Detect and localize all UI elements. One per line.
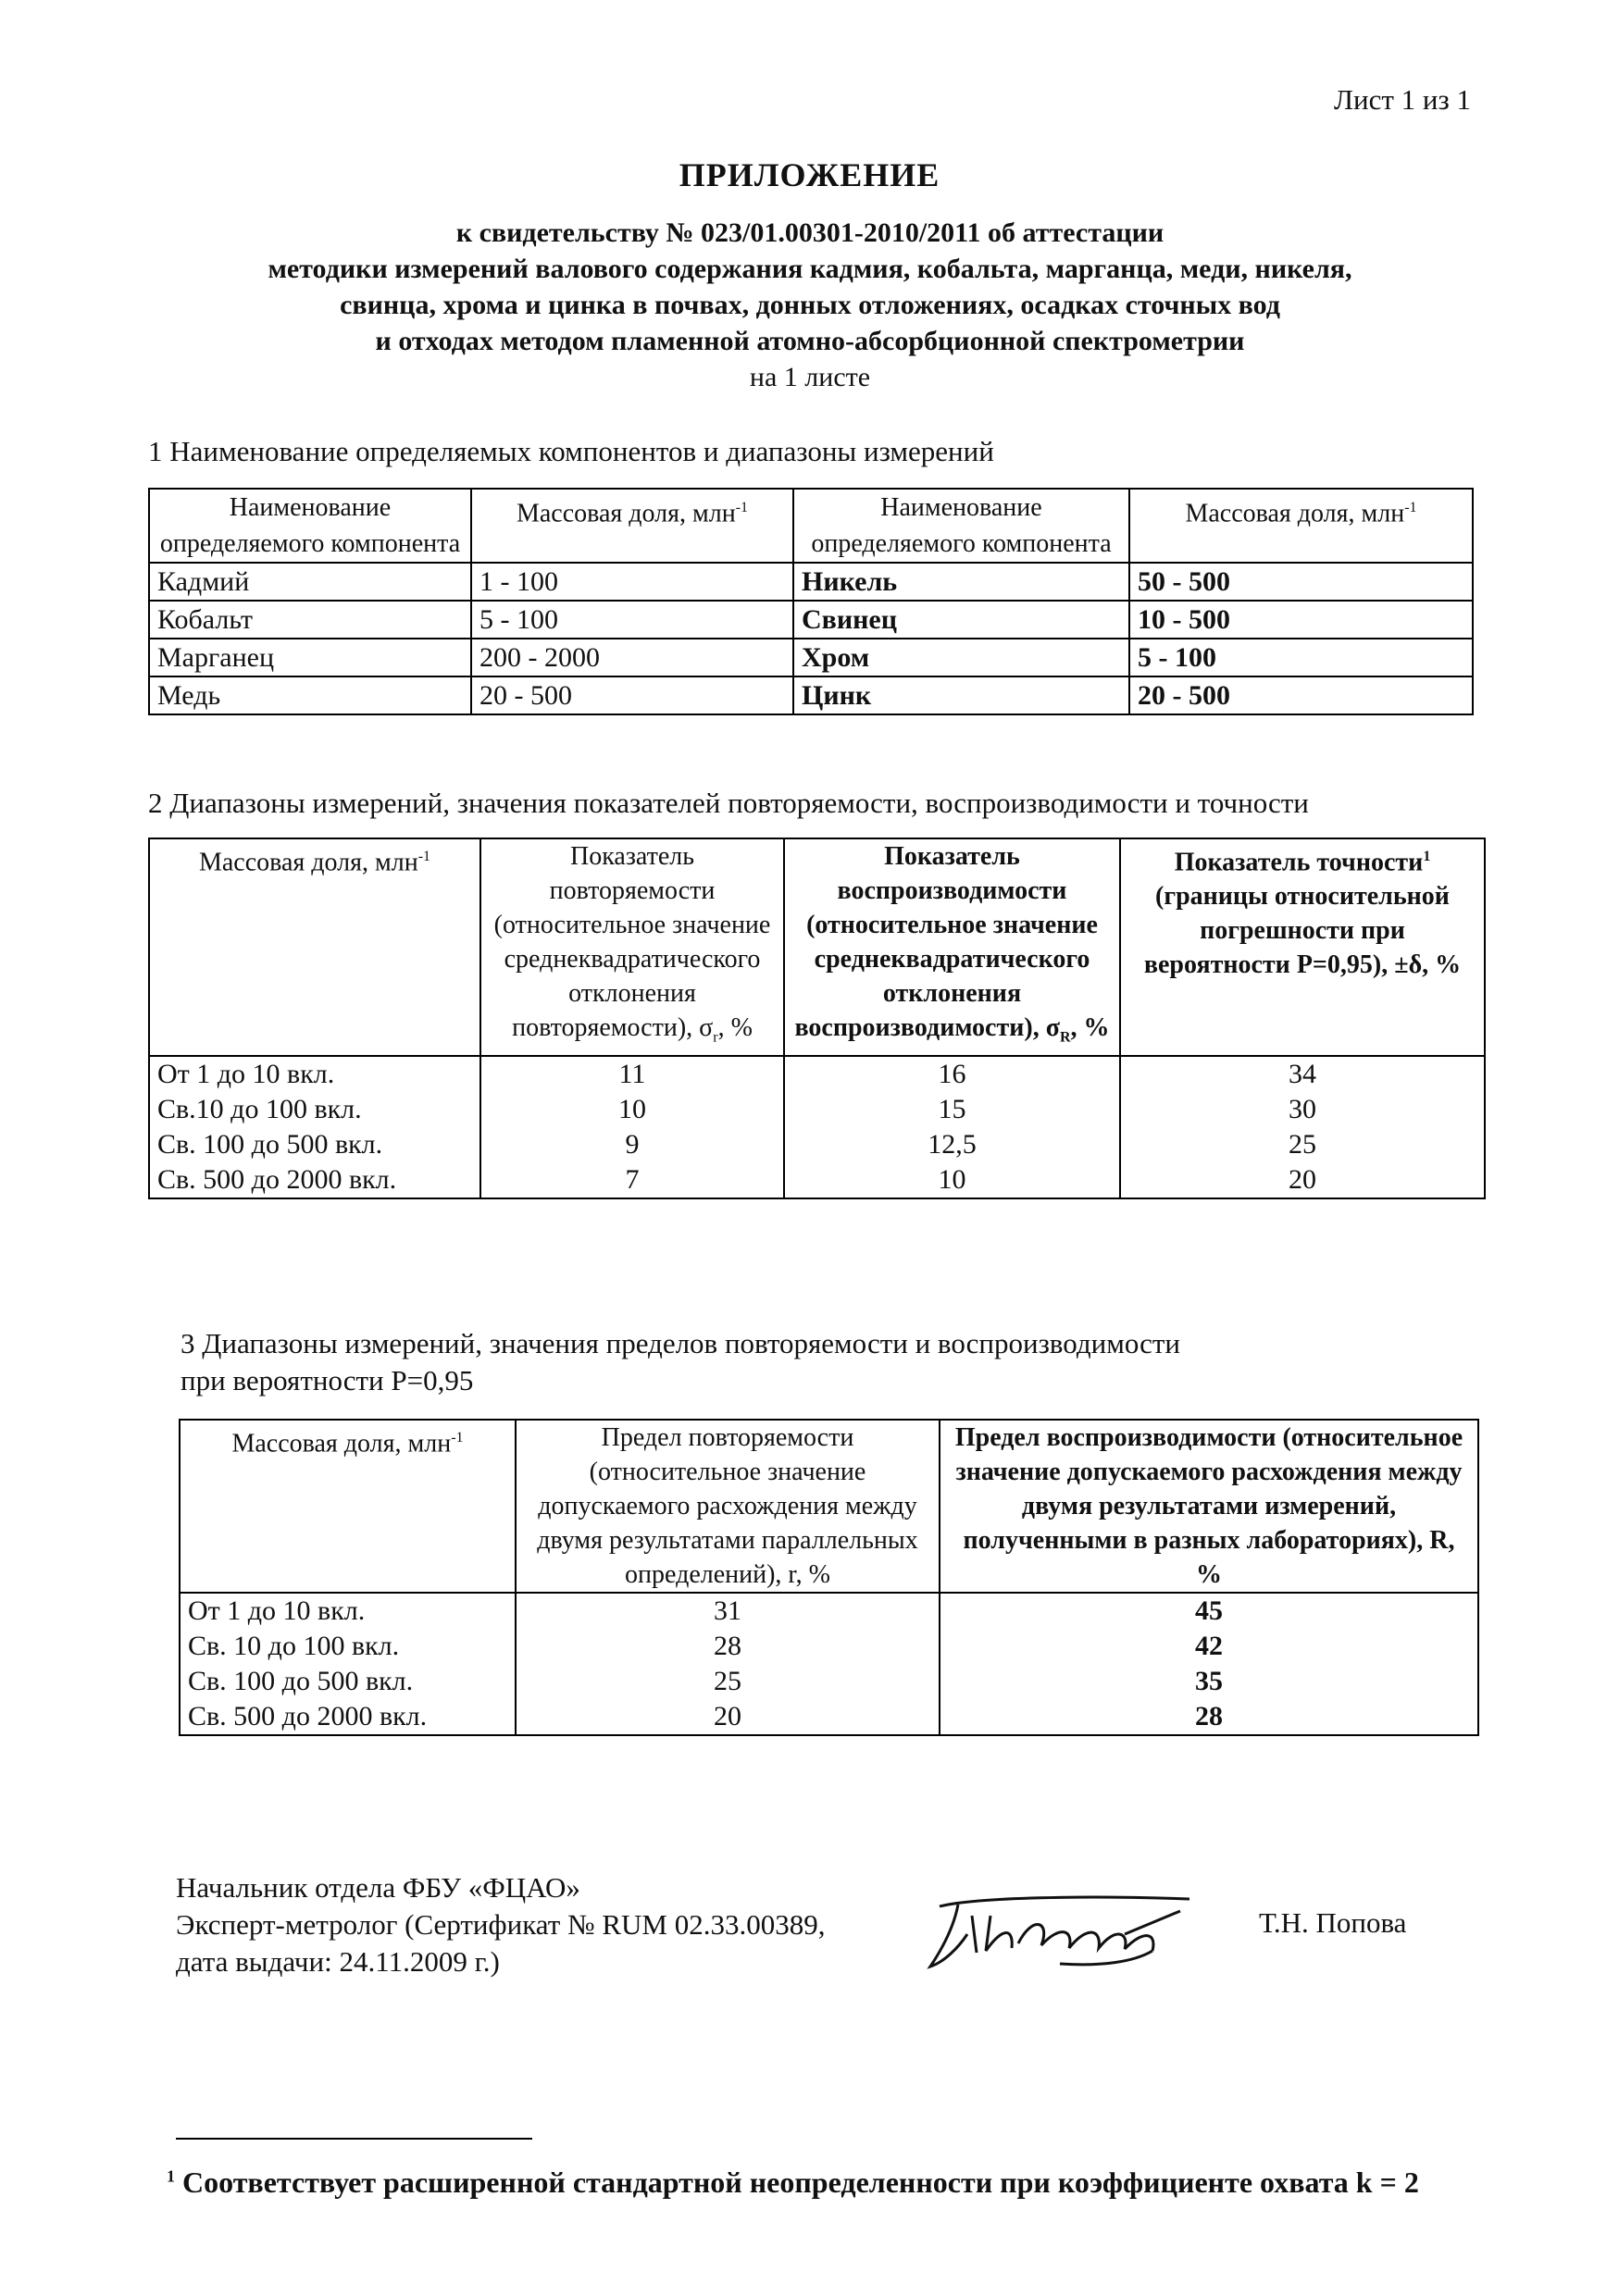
- sheet-number: Лист 1 из 1: [1333, 83, 1471, 116]
- component-name: Кадмий: [149, 563, 471, 601]
- value-cell: 15: [784, 1092, 1120, 1127]
- table-row: [149, 639, 1473, 676]
- table-row: [149, 563, 1473, 601]
- range-cell: Св. 500 до 2000 вкл.: [180, 1699, 516, 1735]
- table-row: [149, 1127, 1485, 1162]
- indicators-table: [148, 838, 1486, 1199]
- subtitle-line: к свидетельству № 023/01.00301-2010/2011 об аттестации: [455, 217, 1164, 248]
- range-cell: От 1 до 10 вкл.: [149, 1056, 480, 1092]
- handwritten-signature: [903, 1879, 1208, 1980]
- header-cell: Показатель повторяемости (относительное значение среднеквадратического отклонения повторяемости), $\sigma_r$, %: [480, 838, 784, 1056]
- document-title: ПРИЛОЖЕНИЕ: [679, 156, 940, 193]
- component-name: Цинк: [793, 676, 1129, 714]
- value-cell: 25: [1120, 1127, 1485, 1162]
- value-cell: 34: [1120, 1056, 1485, 1092]
- range-value: 20 - 500: [471, 676, 793, 714]
- range-cell: От 1 до 10 вкл.: [180, 1593, 516, 1629]
- value-cell: 16: [784, 1056, 1120, 1092]
- range-cell: Св. 500 до 2000 вкл.: [149, 1162, 480, 1198]
- range-value: 5 - 100: [1129, 639, 1473, 676]
- value-cell: 7: [480, 1162, 784, 1198]
- signatory-block: [176, 1869, 826, 1980]
- document-subtitle: [111, 215, 1509, 395]
- value-cell: 45: [940, 1593, 1478, 1629]
- range-cell: Св. 100 до 500 вкл.: [149, 1127, 480, 1162]
- components-table: [148, 488, 1474, 715]
- range-cell: Св. 100 до 500 вкл.: [180, 1664, 516, 1699]
- header-cell: Наименование определяемого компонента: [149, 489, 471, 563]
- table-row: [180, 1664, 1478, 1699]
- table-row: [149, 1162, 1485, 1198]
- range-cell: Св. 10 до 100 вкл.: [180, 1629, 516, 1664]
- value-cell: 25: [516, 1664, 940, 1699]
- footnote-divider: [176, 2138, 532, 2140]
- value-cell: 9: [480, 1127, 784, 1162]
- value-cell: 10: [480, 1092, 784, 1127]
- component-name: Кобальт: [149, 601, 471, 639]
- table-row: [149, 1092, 1485, 1127]
- table-row: [149, 601, 1473, 639]
- header-cell: Массовая доля, млн$^{-1}$: [180, 1420, 516, 1593]
- subtitle-line: и отходах методом пламенной атомно-абсорбционной спектрометрии: [375, 326, 1245, 356]
- range-value: 5 - 100: [471, 601, 793, 639]
- signatory-line: Эксперт-метролог (Сертификат № RUM 02.33.00389,: [176, 1908, 826, 1941]
- header-cell: Наименование определяемого компонента: [793, 489, 1129, 563]
- value-cell: 10: [784, 1162, 1120, 1198]
- component-name: Хром: [793, 639, 1129, 676]
- table-header-row: [149, 489, 1473, 563]
- header-cell: Показатель воспроизводимости (относительное значение среднеквадратического отклонения воспроизводимости), $\sigma_R$, %: [784, 838, 1120, 1056]
- table-row: [149, 676, 1473, 714]
- table-row: [180, 1629, 1478, 1664]
- table-row: [180, 1593, 1478, 1629]
- value-cell: 28: [516, 1629, 940, 1664]
- table-header-row: [180, 1420, 1478, 1593]
- section2-heading: 2 Диапазоны измерений, значения показателей повторяемости, воспроизводимости и точности: [148, 787, 1309, 819]
- header-cell: Массовая доля, млн$^{-1}$: [149, 838, 480, 1056]
- header-cell: Предел воспроизводимости (относительное значение допускаемого расхождения между двумя результатами измерений, полученными в разных лабораториях), R, %: [940, 1420, 1478, 1593]
- range-value: 200 - 2000: [471, 639, 793, 676]
- table-row: [149, 1056, 1485, 1092]
- subtitle-line: свинца, хрома и цинка в почвах, донных отложениях, осадках сточных вод: [340, 290, 1280, 320]
- subtitle-line: методики измерений валового содержания кадмия, кобальта, марганца, меди, никеля,: [268, 254, 1352, 284]
- range-value: 50 - 500: [1129, 563, 1473, 601]
- footnote: $^1$ Соответствует расширенной стандартной неопределенности при коэффициенте охвата k = 2: [167, 2166, 1419, 2199]
- section3-heading-line: при вероятности Р=0,95: [181, 1364, 474, 1396]
- component-name: Свинец: [793, 601, 1129, 639]
- signatory-line: дата выдачи: 24.11.2009 г.): [176, 1945, 500, 1978]
- range-value: 10 - 500: [1129, 601, 1473, 639]
- component-name: Медь: [149, 676, 471, 714]
- range-cell: Св.10 до 100 вкл.: [149, 1092, 480, 1127]
- limits-table: [179, 1419, 1479, 1736]
- section1-heading: 1 Наименование определяемых компонентов и диапазоны измерений: [148, 435, 994, 467]
- section3-heading-line: 3 Диапазоны измерений, значения пределов повторяемости и воспроизводимости: [181, 1327, 1180, 1359]
- signatory-line: Начальник отдела ФБУ «ФЦАО»: [176, 1871, 580, 1904]
- component-name: Никель: [793, 563, 1129, 601]
- header-cell: Массовая доля, млн$^{-1}$: [471, 489, 793, 563]
- component-name: Марганец: [149, 639, 471, 676]
- value-cell: 12,5: [784, 1127, 1120, 1162]
- range-value: 1 - 100: [471, 563, 793, 601]
- value-cell: 11: [480, 1056, 784, 1092]
- table-header-row: [149, 838, 1485, 1056]
- value-cell: 42: [940, 1629, 1478, 1664]
- header-cell: Массовая доля, млн$^{-1}$: [1129, 489, 1473, 563]
- header-cell: Предел повторяемости (относительное значение допускаемого расхождения между двумя результатами параллельных определений), r, %: [516, 1420, 940, 1593]
- value-cell: 31: [516, 1593, 940, 1629]
- value-cell: 35: [940, 1664, 1478, 1699]
- value-cell: 30: [1120, 1092, 1485, 1127]
- range-value: 20 - 500: [1129, 676, 1473, 714]
- header-cell: Показатель точности$^1$ (границы относительной погрешности при вероятности Р=0,95), ±δ, %: [1120, 838, 1485, 1056]
- value-cell: 20: [516, 1699, 940, 1735]
- subtitle-line: на 1 листе: [749, 362, 871, 392]
- signer-name: Т.Н. Попова: [1259, 1906, 1407, 1939]
- table-row: [180, 1699, 1478, 1735]
- value-cell: 28: [940, 1699, 1478, 1735]
- section3-heading: [181, 1325, 1180, 1399]
- value-cell: 20: [1120, 1162, 1485, 1198]
